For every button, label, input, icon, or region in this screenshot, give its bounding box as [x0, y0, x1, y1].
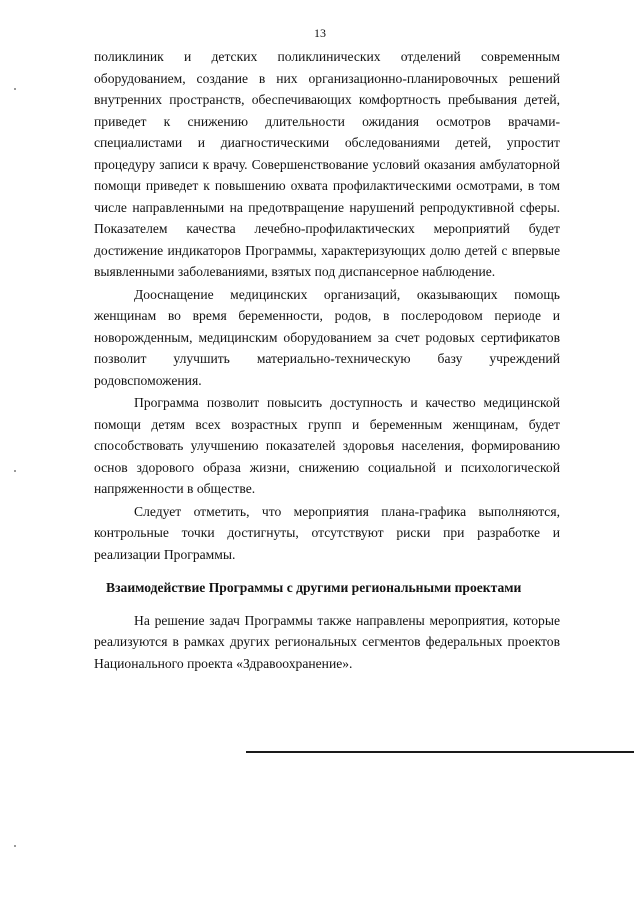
paragraph-interaction: На решение задач Программы также направлены мероприятия, которые реализуются в рамках других региональных сегментов федеральных проектов Национального проекта «Здравоохранение».: [94, 612, 560, 671]
horizontal-rule: [246, 751, 634, 753]
scan-margin-mark: [14, 470, 16, 472]
paragraph-equipment: Дооснащение медицинских организаций, оказывающих помощь женщинам во время беременности, родов, в послеродовом периоде и новорожденным, медицинским оборудованием за счет родовых сертификатов позволит улучшить материально-техническую базу учреждений родовспоможения.: [94, 286, 560, 388]
paragraph-continuation: поликлиник и детских поликлинических отделений современным оборудованием, создание в них организационно-планировочных решений внутренних пространств, обеспечивающих комфортность пребывания детей, приведет к снижению длительности ожидания осмотров врачами-специалистами и диагностическими обследованиями детей, упростит процедуру записи к врачу. Совершенствование условий оказания амбулаторной помощи приведет к повышению охвата профилактическими осмотрами, в том числе направленными на предотвращение нарушений репродуктивной сферы. Показателем качества лечебно-профилактических мероприятий будет достижение индикаторов Программы, характеризующих долю детей с впервые выявленными заболеваниями, взятых под диспансерное наблюдение.: [94, 49, 560, 279]
document-body: [94, 46, 560, 674]
page-number: 13: [314, 26, 326, 40]
scan-margin-mark: [14, 845, 16, 847]
paragraph-program-benefits: Программа позволит повысить доступность и качество медицинской помощи детям всех возрастных групп и беременным женщинам, будет способствовать улучшению показателей здоровья населения, формированию основ здорового образа жизни, снижению социальной и психологической напряженности в обществе.: [94, 395, 560, 496]
section-heading: Взаимодействие Программы с другими региональными проектами: [106, 580, 522, 595]
paragraph-status: Следует отметить, что мероприятия плана-графика выполняются, контрольные точки достигнуты, отсутствуют риски при разработке и реализации Программы.: [94, 503, 560, 562]
scan-margin-mark: [14, 88, 16, 90]
